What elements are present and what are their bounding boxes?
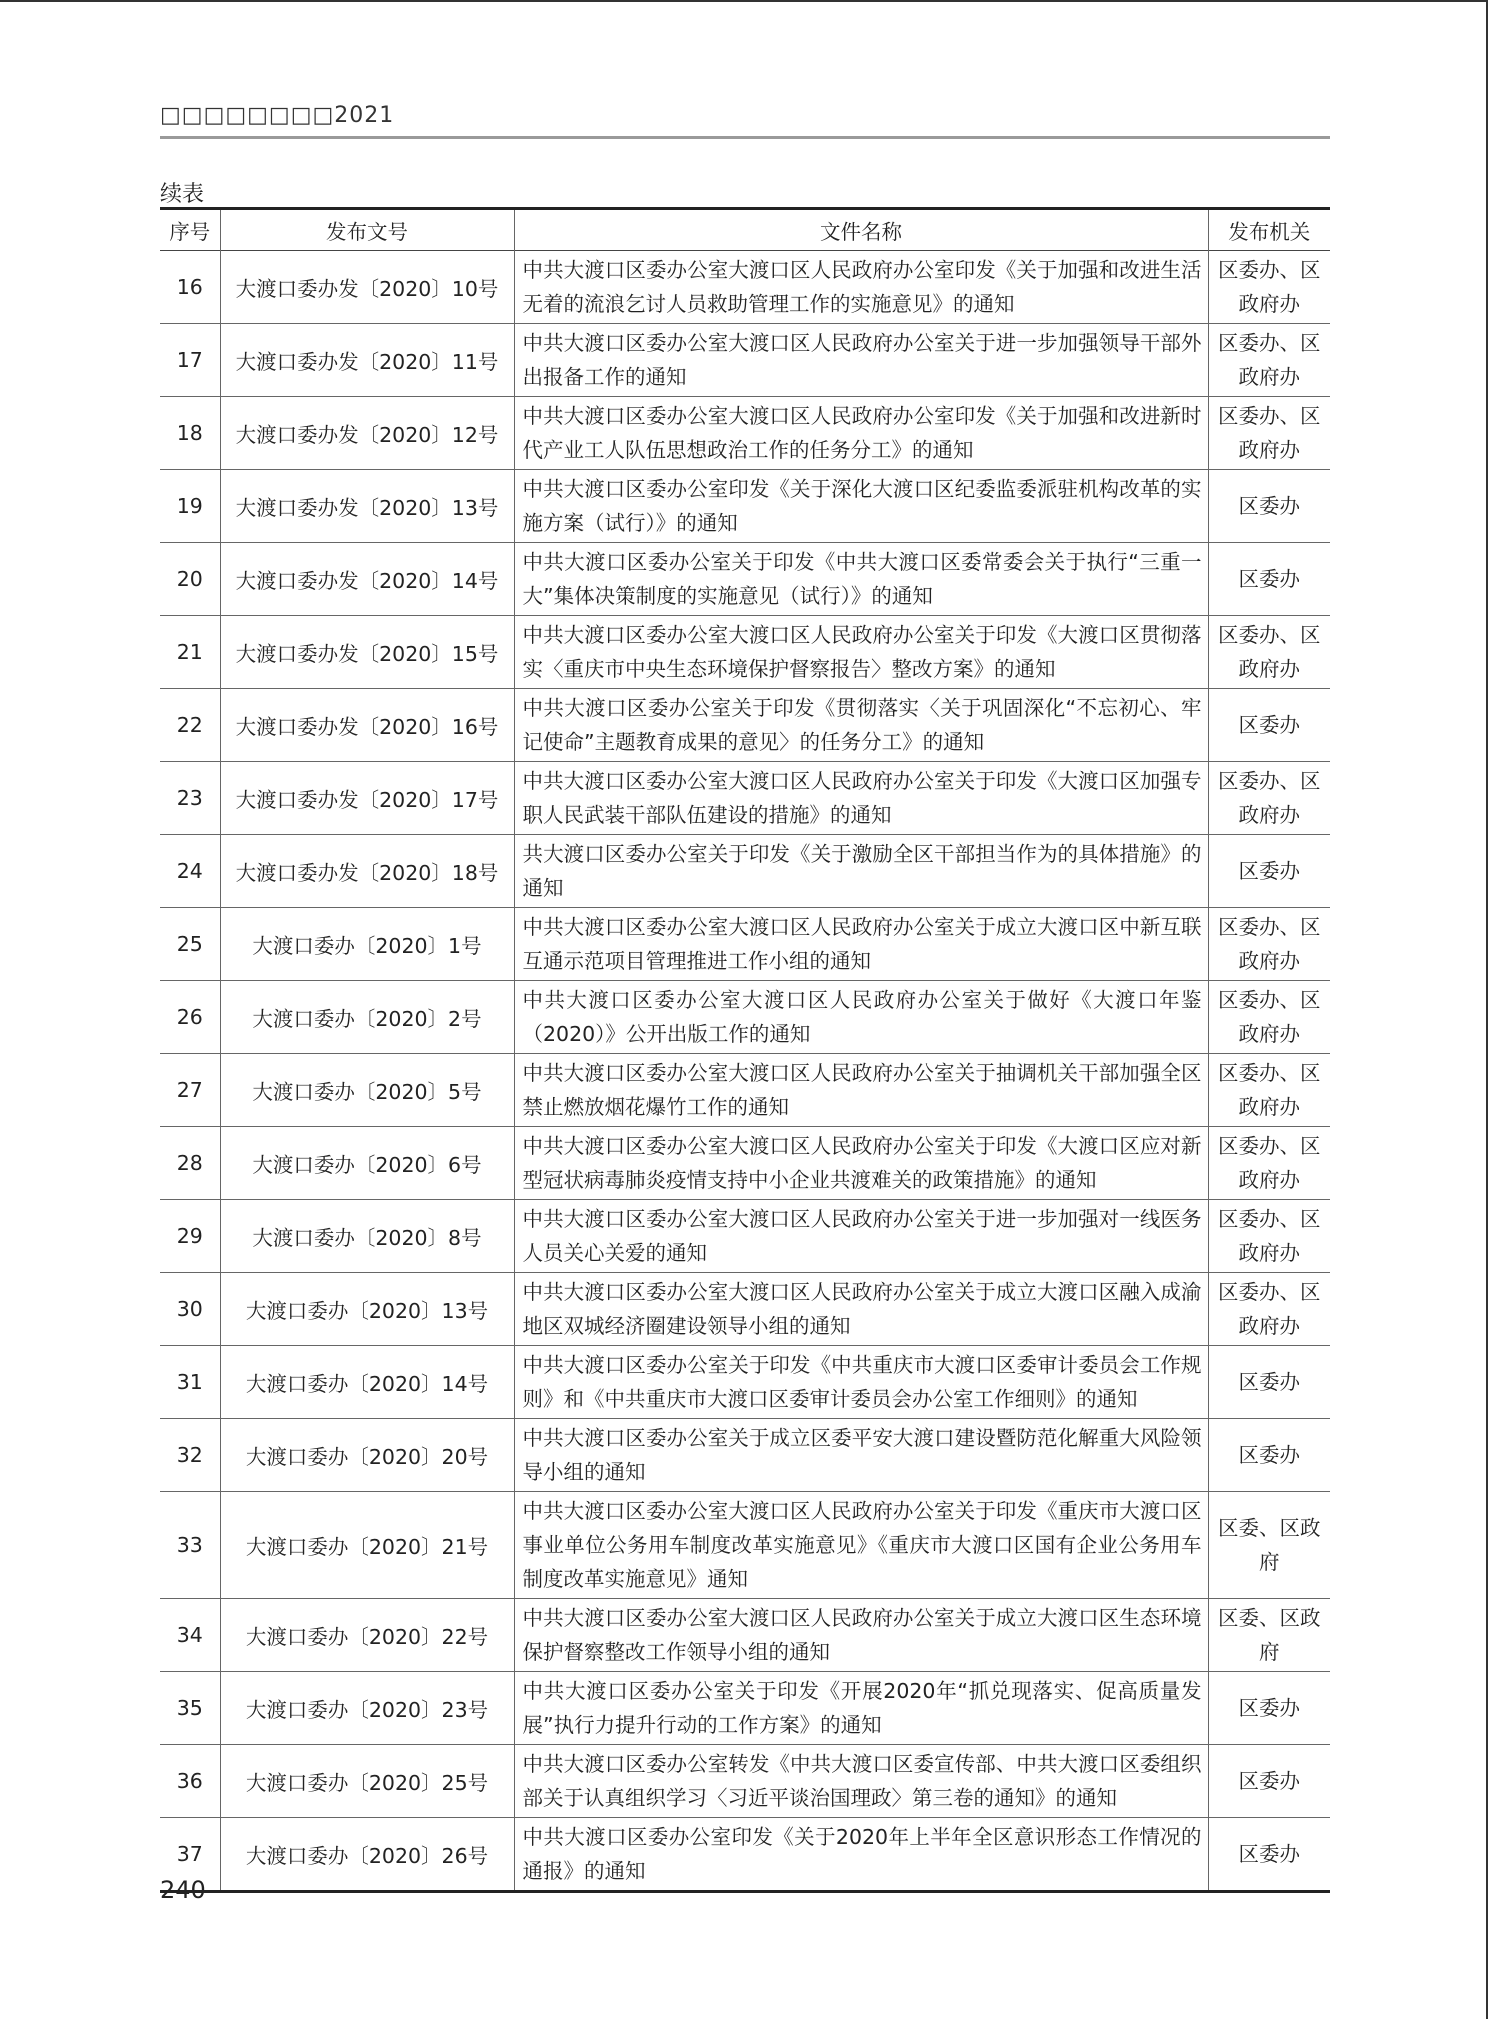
documents-table	[160, 207, 1330, 1893]
table-row	[160, 616, 1330, 689]
cell-number: 19	[160, 470, 220, 543]
cell-title: 中共大渡口区委办公室关于成立区委平安大渡口建设暨防范化解重大风险领导小组的通知	[514, 1419, 1208, 1492]
table-row	[160, 835, 1330, 908]
col-header-title: 文件名称	[514, 209, 1208, 251]
cell-issuer: 区委办、区政府办	[1218, 258, 1321, 316]
page-frame-top	[0, 0, 1488, 2]
cell-doc-no: 大渡口委办〔2020〕23号	[220, 1672, 514, 1745]
table-row	[160, 324, 1330, 397]
cell-title: 中共大渡口区委办公室转发《中共大渡口区委宣传部、中共大渡口区委组织部关于认真组织学习〈习近平谈治国理政〉第三卷的通知》的通知	[514, 1745, 1208, 1818]
cell-doc-no: 大渡口委办〔2020〕20号	[220, 1419, 514, 1492]
cell-title: 中共大渡口区委办公室关于印发《开展2020年“抓兑现落实、促高质量发展”执行力提升行动的工作方案》的通知	[514, 1672, 1208, 1745]
table-row	[160, 1599, 1330, 1672]
cell-title: 中共大渡口区委办公室大渡口区人民政府办公室关于抽调机关干部加强全区禁止燃放烟花爆竹工作的通知	[514, 1054, 1208, 1127]
cell-doc-no: 大渡口委办〔2020〕6号	[220, 1127, 514, 1200]
cell-doc-no: 大渡口委办〔2020〕25号	[220, 1745, 514, 1818]
cell-issuer: 区委办、区政府办	[1218, 331, 1321, 389]
cell-number: 34	[160, 1599, 220, 1672]
cell-doc-no: 大渡口委办〔2020〕21号	[220, 1492, 514, 1599]
table-row	[160, 397, 1330, 470]
cell-doc-no: 大渡口委办〔2020〕26号	[220, 1818, 514, 1892]
table-row	[160, 908, 1330, 981]
cell-title: 中共大渡口区委办公室印发《关于2020年上半年全区意识形态工作情况的通报》的通知	[514, 1818, 1208, 1892]
cell-doc-no: 大渡口委办〔2020〕2号	[220, 981, 514, 1054]
header-rule	[160, 136, 1330, 139]
table-row	[160, 1818, 1330, 1892]
table-row	[160, 689, 1330, 762]
table-row	[160, 251, 1330, 324]
cell-title: 中共大渡口区委办公室大渡口区人民政府办公室印发《关于加强和改进生活无着的流浪乞讨人员救助管理工作的实施意见》的通知	[514, 251, 1208, 324]
cell-doc-no: 大渡口委办〔2020〕22号	[220, 1599, 514, 1672]
cell-issuer: 区委办	[1238, 1370, 1300, 1394]
col-header-number: 序号	[160, 209, 220, 251]
cell-issuer: 区委办	[1238, 1769, 1300, 1793]
cell-number: 18	[160, 397, 220, 470]
cell-title: 中共大渡口区委办公室大渡口区人民政府办公室关于成立大渡口区融入成渝地区双城经济圈建设领导小组的通知	[514, 1273, 1208, 1346]
cell-doc-no: 大渡口委办〔2020〕1号	[220, 908, 514, 981]
cell-title: 中共大渡口区委办公室大渡口区人民政府办公室关于做好《大渡口年鉴（2020）》公开出版工作的通知	[514, 981, 1208, 1054]
col-header-doc-no: 发布文号	[220, 209, 514, 251]
cell-issuer: 区委办、区政府办	[1218, 1134, 1321, 1192]
cell-number: 33	[160, 1492, 220, 1599]
cell-title: 中共大渡口区委办公室大渡口区人民政府办公室关于成立大渡口区生态环境保护督察整改工作领导小组的通知	[514, 1599, 1208, 1672]
cell-title: 中共大渡口区委办公室关于印发《中共重庆市大渡口区委审计委员会工作规则》和《中共重庆市大渡口区委审计委员会办公室工作细则》的通知	[514, 1346, 1208, 1419]
cell-doc-no: 大渡口委办〔2020〕13号	[220, 1273, 514, 1346]
cell-issuer: 区委办、区政府办	[1218, 769, 1321, 827]
table-row	[160, 1200, 1330, 1273]
cell-issuer: 区委办、区政府办	[1218, 1061, 1321, 1119]
cell-title: 中共大渡口区委办公室大渡口区人民政府办公室关于印发《重庆市大渡口区事业单位公务用车制度改革实施意见》《重庆市大渡口区国有企业公务用车制度改革实施意见》通知	[514, 1492, 1208, 1599]
cell-number: 20	[160, 543, 220, 616]
cell-doc-no: 大渡口委办发〔2020〕12号	[220, 397, 514, 470]
cell-title: 中共大渡口区委办公室大渡口区人民政府办公室关于成立大渡口区中新互联互通示范项目管理推进工作小组的通知	[514, 908, 1208, 981]
cell-number: 32	[160, 1419, 220, 1492]
cell-doc-no: 大渡口委办发〔2020〕17号	[220, 762, 514, 835]
cell-title: 中共大渡口区委办公室大渡口区人民政府办公室关于进一步加强对一线医务人员关心关爱的通知	[514, 1200, 1208, 1273]
cell-issuer: 区委办	[1238, 1443, 1300, 1467]
table-row	[160, 1346, 1330, 1419]
cell-number: 27	[160, 1054, 220, 1127]
continued-label: 续表	[160, 182, 205, 207]
cell-doc-no: 大渡口委办〔2020〕14号	[220, 1346, 514, 1419]
cell-issuer: 区委、区政府	[1218, 1606, 1321, 1664]
cell-issuer: 区委办、区政府办	[1218, 623, 1321, 681]
cell-doc-no: 大渡口委办发〔2020〕10号	[220, 251, 514, 324]
cell-doc-no: 大渡口委办〔2020〕8号	[220, 1200, 514, 1273]
cell-title: 中共大渡口区委办公室大渡口区人民政府办公室关于印发《大渡口区应对新型冠状病毒肺炎疫情支持中小企业共渡难关的政策措施》的通知	[514, 1127, 1208, 1200]
page-number: 240	[160, 1876, 206, 1904]
cell-doc-no: 大渡口委办发〔2020〕13号	[220, 470, 514, 543]
cell-doc-no: 大渡口委办发〔2020〕16号	[220, 689, 514, 762]
table-row	[160, 1127, 1330, 1200]
cell-doc-no: 大渡口委办发〔2020〕15号	[220, 616, 514, 689]
table-row	[160, 470, 1330, 543]
cell-number: 21	[160, 616, 220, 689]
cell-number: 30	[160, 1273, 220, 1346]
cell-issuer: 区委办、区政府办	[1218, 404, 1321, 462]
cell-issuer: 区委办	[1238, 1842, 1300, 1866]
cell-number: 35	[160, 1672, 220, 1745]
cell-title: 中共大渡口区委办公室大渡口区人民政府办公室印发《关于加强和改进新时代产业工人队伍思想政治工作的任务分工》的通知	[514, 397, 1208, 470]
table-header-row	[160, 209, 1330, 251]
table-row	[160, 1054, 1330, 1127]
cell-issuer: 区委办	[1238, 567, 1300, 591]
cell-title: 中共大渡口区委办公室关于印发《贯彻落实〈关于巩固深化“不忘初心、牢记使命”主题教育成果的意见〉的任务分工》的通知	[514, 689, 1208, 762]
cell-title: 中共大渡口区委办公室大渡口区人民政府办公室关于印发《大渡口区贯彻落实〈重庆市中央生态环境保护督察报告〉整改方案》的通知	[514, 616, 1208, 689]
cell-doc-no: 大渡口委办发〔2020〕11号	[220, 324, 514, 397]
cell-issuer: 区委办	[1238, 713, 1300, 737]
table-row	[160, 762, 1330, 835]
cell-issuer: 区委办、区政府办	[1218, 1280, 1321, 1338]
cell-number: 24	[160, 835, 220, 908]
col-header-issuer: 发布机关	[1228, 220, 1311, 244]
cell-doc-no: 大渡口委办发〔2020〕18号	[220, 835, 514, 908]
cell-doc-no: 大渡口委办发〔2020〕14号	[220, 543, 514, 616]
cell-title: 中共大渡口区委办公室关于印发《中共大渡口区委常委会关于执行“三重一大”集体决策制度的实施意见（试行）》的通知	[514, 543, 1208, 616]
cell-issuer: 区委、区政府	[1218, 1516, 1321, 1574]
cell-issuer: 区委办、区政府办	[1218, 988, 1321, 1046]
running-head: □□□□□□□□2021	[160, 103, 395, 128]
cell-title: 共大渡口区委办公室关于印发《关于激励全区干部担当作为的具体措施》的通知	[514, 835, 1208, 908]
cell-title: 中共大渡口区委办公室大渡口区人民政府办公室关于进一步加强领导干部外出报备工作的通知	[514, 324, 1208, 397]
cell-number: 22	[160, 689, 220, 762]
cell-number: 29	[160, 1200, 220, 1273]
table-row	[160, 1672, 1330, 1745]
cell-title: 中共大渡口区委办公室大渡口区人民政府办公室关于印发《大渡口区加强专职人民武装干部队伍建设的措施》的通知	[514, 762, 1208, 835]
cell-issuer: 区委办	[1238, 494, 1300, 518]
cell-number: 23	[160, 762, 220, 835]
cell-number: 25	[160, 908, 220, 981]
table-row	[160, 543, 1330, 616]
table-row	[160, 1273, 1330, 1346]
cell-number: 31	[160, 1346, 220, 1419]
table-row	[160, 981, 1330, 1054]
cell-issuer: 区委办	[1238, 1696, 1300, 1720]
cell-number: 36	[160, 1745, 220, 1818]
cell-issuer: 区委办、区政府办	[1218, 1207, 1321, 1265]
cell-doc-no: 大渡口委办〔2020〕5号	[220, 1054, 514, 1127]
cell-number: 17	[160, 324, 220, 397]
cell-number: 37	[160, 1818, 220, 1892]
cell-issuer: 区委办	[1238, 859, 1300, 883]
cell-issuer: 区委办、区政府办	[1218, 915, 1321, 973]
table-row	[160, 1492, 1330, 1599]
cell-number: 26	[160, 981, 220, 1054]
cell-number: 28	[160, 1127, 220, 1200]
table-row	[160, 1745, 1330, 1818]
table-row	[160, 1419, 1330, 1492]
cell-number: 16	[160, 251, 220, 324]
cell-title: 中共大渡口区委办公室印发《关于深化大渡口区纪委监委派驻机构改革的实施方案（试行）》的通知	[514, 470, 1208, 543]
